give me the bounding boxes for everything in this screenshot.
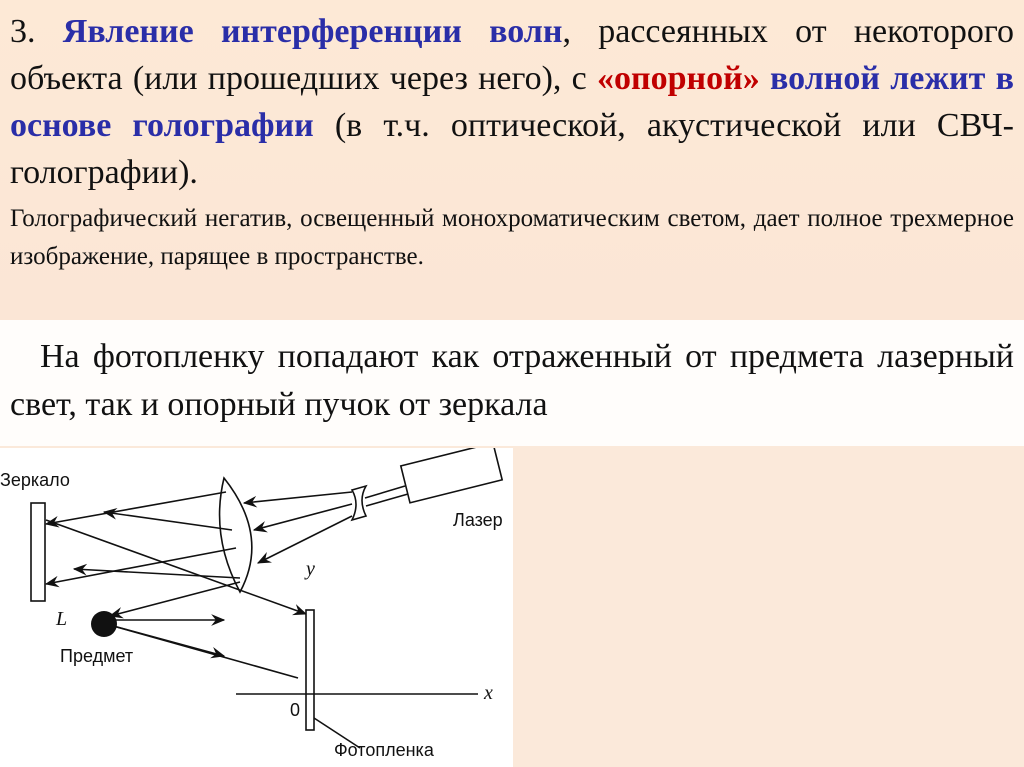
film-shape [306, 610, 314, 730]
intro-text-1: , рассеянных от некоторого объекта (или прошедших через него), с [10, 13, 1014, 97]
body-paragraph: На фотопленку попадают как отраженный от предмета лазерный свет, так и опорный пучок от зеркала [10, 338, 1014, 423]
mirror-label: Зеркало [0, 470, 70, 490]
object-label: Предмет [60, 646, 134, 666]
holography-diagram [0, 448, 513, 767]
laser-shape [401, 448, 502, 503]
item-number: 3. [10, 13, 36, 50]
holography-diagram-svg [0, 448, 513, 767]
highlight-interference: Явление интерференции волн [62, 13, 563, 50]
y-axis-label: y [306, 558, 315, 580]
note-paragraph: Голографический негатив, освещенный монохроматическим светом, дает полное трехмерное изображение, парящее в пространстве. [10, 205, 1014, 270]
film-label: Фотопленка [334, 740, 434, 760]
L-label: L [56, 608, 68, 630]
highlight-reference: «опорной» [597, 60, 760, 97]
origin-label: 0 [290, 700, 301, 720]
x-axis-label: x [484, 682, 493, 704]
diverging-lens-shape [352, 486, 366, 520]
lens-shape [220, 478, 252, 592]
laser-label: Лазер [453, 510, 503, 530]
object-shape [91, 611, 117, 637]
highlight-holography: волной лежит в основе голографии [10, 60, 1014, 144]
intro-text-2: (в т.ч. оптической, акустической или СВЧ-голографии). [10, 107, 1015, 191]
mirror-shape [31, 503, 45, 601]
intro-paragraph [10, 8, 1014, 196]
